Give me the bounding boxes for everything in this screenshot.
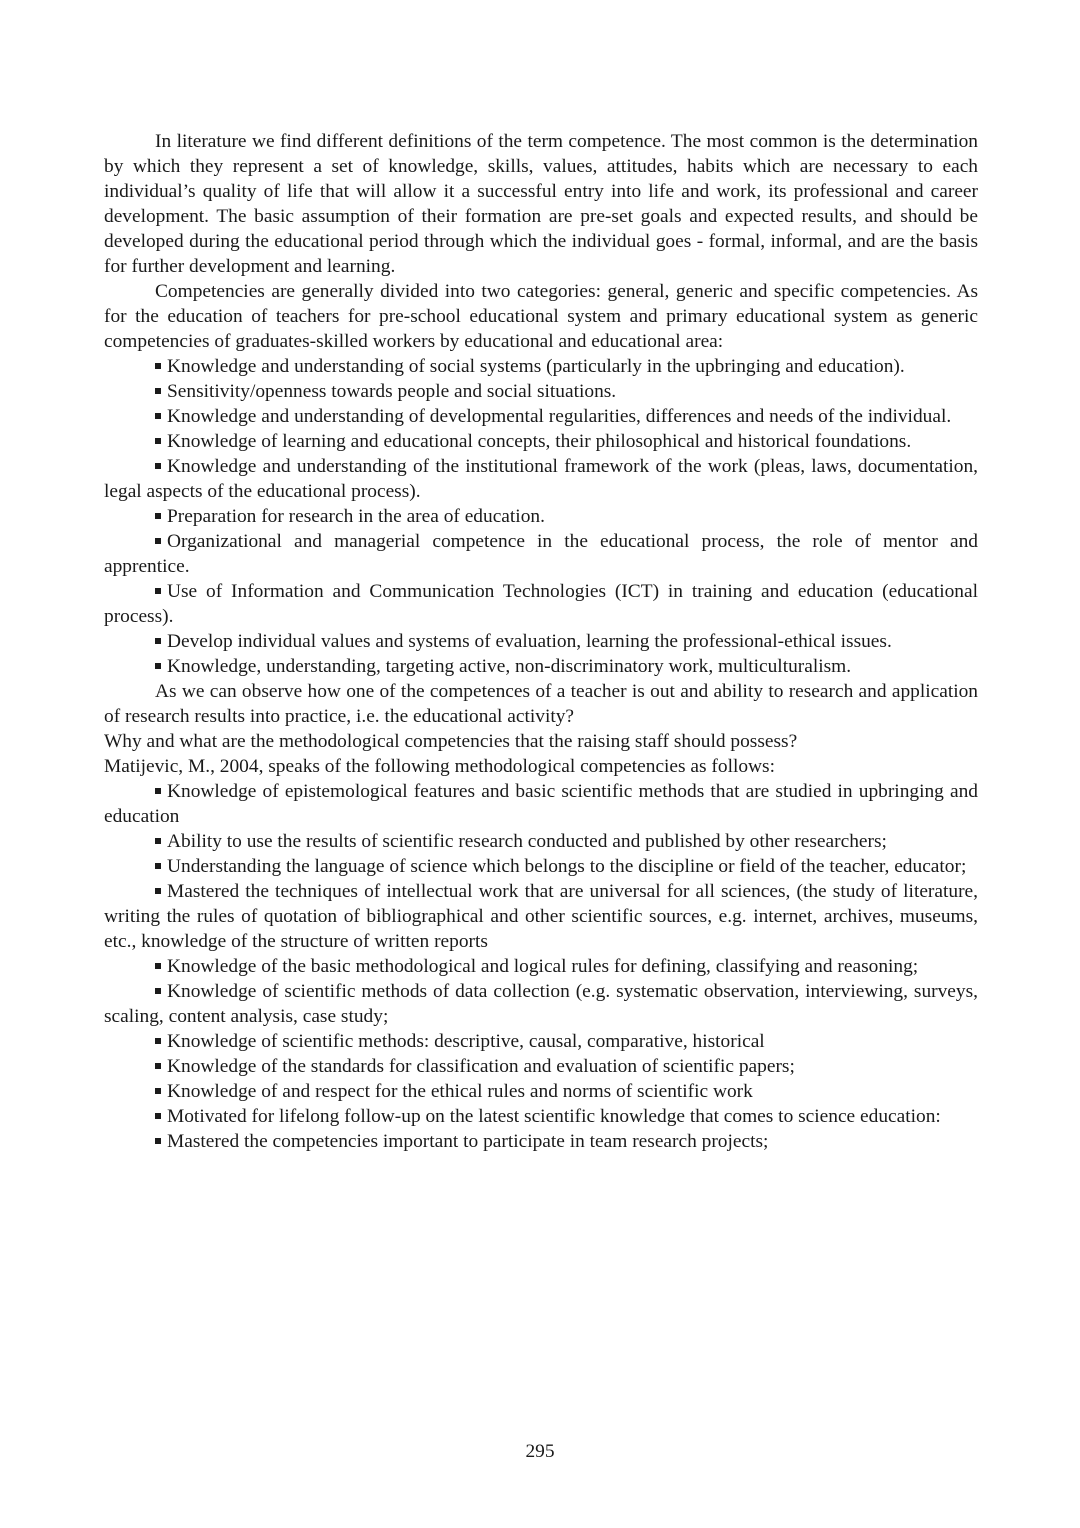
list-item: Knowledge and understanding of developmental regularities, differences and needs of the individual.	[104, 404, 978, 429]
bullet-square-icon	[155, 1088, 161, 1094]
list-item: Knowledge of epistemological features and basic scientific methods that are studied in upbringing and education	[104, 781, 978, 827]
bullet-square-icon	[155, 838, 161, 844]
list-item: Knowledge and understanding of the institutional framework of the work (pleas, laws, documentation, legal aspects of the educational process).	[104, 456, 978, 502]
list-item: Preparation for research in the area of education.	[104, 504, 978, 529]
bullet-square-icon	[155, 963, 161, 969]
list-item: Knowledge of and respect for the ethical rules and norms of scientific work	[104, 1079, 978, 1104]
list-item: Mastered the competencies important to participate in team research projects;	[104, 1129, 978, 1154]
bullet-square-icon	[155, 788, 161, 794]
intro-paragraph: In literature we find different definitions of the term competence. The most common is the determination by which they represent a set of knowledge, skills, values, attitudes, habits which are necessary to each individual’s quality of life that will allow it a successful entry into life and work, its professional and career development. The basic assumption of their formation are pre-set goals and expected results, and should be developed during the educational period through which the individual goes - formal, informal, and are the basis for further development and learning.	[104, 131, 978, 277]
list-item: Develop individual values and systems of evaluation, learning the professional-ethical issues.	[104, 629, 978, 654]
list-item: Knowledge of learning and educational concepts, their philosophical and historical foundations.	[104, 429, 978, 454]
list-item: Organizational and managerial competence in the educational process, the role of mentor and apprentice.	[104, 531, 978, 577]
bullet-square-icon	[155, 1063, 161, 1069]
generic-competencies-list	[104, 354, 978, 679]
list-item: Motivated for lifelong follow-up on the latest scientific knowledge that comes to science education:	[104, 1104, 978, 1129]
bullet-square-icon	[155, 1113, 161, 1119]
bullet-square-icon	[155, 1138, 161, 1144]
bullet-square-icon	[155, 538, 161, 544]
bullet-square-icon	[155, 888, 161, 894]
categories-paragraph: Competencies are generally divided into two categories: general, generic and specific competencies. As for the education of teachers for pre-school educational system and primary educational system as generic competencies of graduates-skilled workers by educational and educational area:	[104, 281, 978, 352]
citation-paragraph: Matijevic, M., 2004, speaks of the following methodological competencies as follows:	[104, 756, 775, 777]
list-item: Knowledge of the standards for classification and evaluation of scientific papers;	[104, 1054, 978, 1079]
list-item: Ability to use the results of scientific research conducted and published by other researchers;	[104, 829, 978, 854]
list-item: Knowledge, understanding, targeting active, non-discriminatory work, multiculturalism.	[104, 654, 978, 679]
bullet-square-icon	[155, 863, 161, 869]
bullet-square-icon	[155, 1038, 161, 1044]
bullet-square-icon	[155, 988, 161, 994]
bullet-square-icon	[155, 638, 161, 644]
bullet-square-icon	[155, 363, 161, 369]
list-item: Understanding the language of science which belongs to the discipline or field of the teacher, educator;	[104, 854, 978, 879]
question-paragraph: Why and what are the methodological competencies that the raising staff should possess?	[104, 731, 798, 752]
observe-paragraph: As we can observe how one of the competences of a teacher is out and ability to research and application of research results into practice, i.e. the educational activity?	[104, 681, 978, 727]
list-item: Use of Information and Communication Technologies (ICT) in training and education (educational process).	[104, 581, 978, 627]
bullet-square-icon	[155, 663, 161, 669]
bullet-square-icon	[155, 588, 161, 594]
bullet-square-icon	[155, 513, 161, 519]
list-item: Sensitivity/openness towards people and social situations.	[104, 379, 978, 404]
bullet-square-icon	[155, 388, 161, 394]
bullet-square-icon	[155, 463, 161, 469]
bullet-square-icon	[155, 413, 161, 419]
list-item: Knowledge of scientific methods of data collection (e.g. systematic observation, interviewing, surveys, scaling, content analysis, case study;	[104, 981, 978, 1027]
list-item: Mastered the techniques of intellectual work that are universal for all sciences, (the study of literature, writing the rules of quotation of bibliographical and other scientific sources, e.g. internet, archives, museums, etc., knowledge of the structure of written reports	[104, 881, 978, 952]
list-item: Knowledge and understanding of social systems (particularly in the upbringing and education).	[104, 354, 978, 379]
page-number: 295	[525, 1441, 555, 1462]
bullet-square-icon	[155, 438, 161, 444]
list-item: Knowledge of the basic methodological and logical rules for defining, classifying and reasoning;	[104, 954, 978, 979]
page-body	[104, 129, 978, 1154]
list-item: Knowledge of scientific methods: descriptive, causal, comparative, historical	[104, 1029, 978, 1054]
methodological-competencies-list	[104, 779, 978, 1154]
